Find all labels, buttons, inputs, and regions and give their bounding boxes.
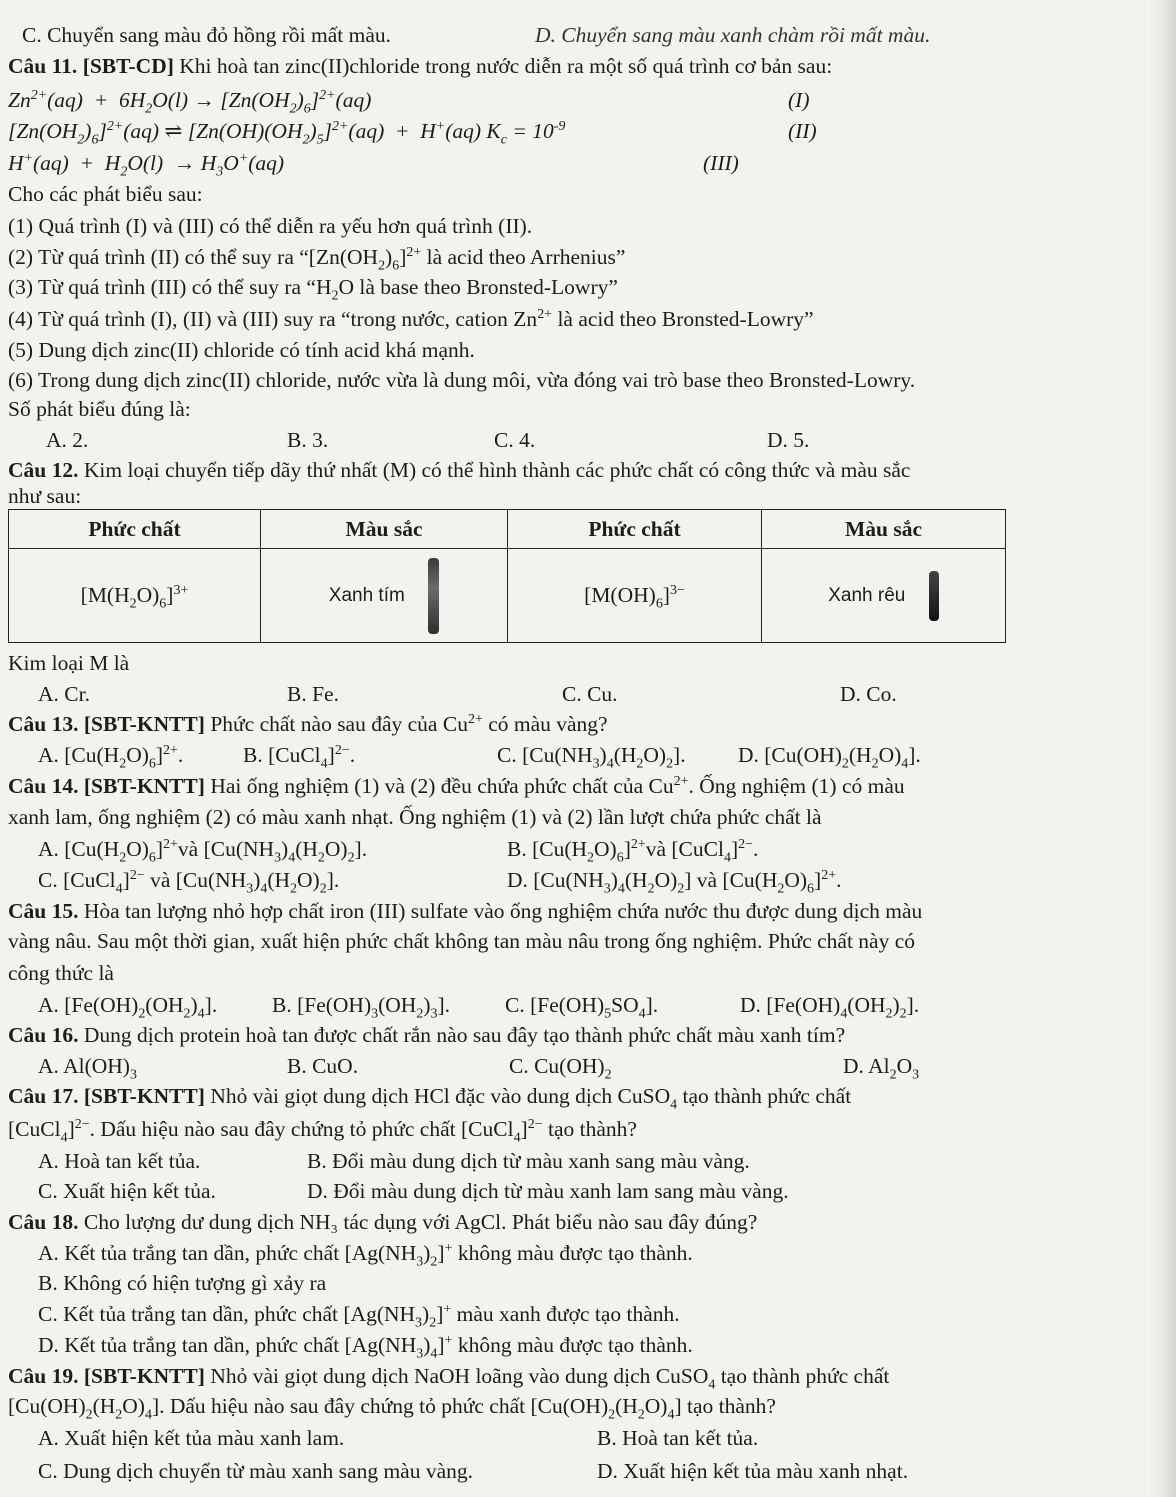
table-row [9, 549, 1006, 643]
q18-option-c[interactable]: C. Kết tủa trắng tan dần, phức chất $[Ag(NH_3)_2]^+$ màu xanh được tạo thành. [38, 1301, 680, 1331]
q11-ask: Số phát biểu đúng là: [8, 397, 191, 421]
q11-statement-6: (6) Trong dung dịch zinc(II) chloride, nước vừa là dung môi, vừa đóng vai trò base theo Bronsted-Lowry. [8, 368, 916, 392]
q11-option-b[interactable]: B. 3. [287, 428, 329, 452]
table-header-row [9, 510, 1006, 549]
q15-option-c[interactable]: C. $[Fe(OH)_5SO_4]$. [505, 993, 659, 1022]
q11-eq-1: $Zn^{2+}(aq) + 6H_2O(l) \to [Zn(OH_2)_6]^{2+}(aq)$ [8, 87, 372, 117]
q11-statement-3: (3) Từ quá trình (III) có thể suy ra “$H_2O$ là base theo Bronsted-Lowry” [8, 275, 618, 304]
q19-stem: Câu 19. [SBT-KNTT] Nhỏ vài giọt dung dịch NaOH loãng vào dung dịch CuSO$_4$ tạo thành phức chất [8, 1364, 890, 1393]
q17-option-a[interactable]: A. Hoà tan kết tủa. [38, 1149, 201, 1173]
q16-option-b[interactable]: B. CuO. [287, 1054, 359, 1078]
page-edge-shadow [1148, 0, 1176, 1497]
q19-option-c[interactable]: C. Dung dịch chuyển từ màu xanh sang màu vàng. [38, 1459, 473, 1483]
q12-stem: Câu 12. Kim loại chuyển tiếp dãy thứ nhất (M) có thể hình thành các phức chất có công thức và màu sắc [8, 458, 911, 482]
q16-stem: Câu 16. Dung dịch protein hoà tan được chất rắn nào sau đây tạo thành phức chất màu xanh tím? [8, 1023, 846, 1047]
color-2-cell [762, 549, 1006, 643]
test-tube-violet-icon [428, 558, 439, 634]
q17-option-c[interactable]: C. Xuất hiện kết tủa. [38, 1179, 216, 1203]
q11-statement-5: (5) Dung dịch zinc(II) chloride có tính acid khá mạnh. [8, 338, 475, 362]
prev-option-c: C. Chuyển sang màu đỏ hồng rồi mất màu. [22, 23, 392, 47]
q16-option-d[interactable]: D. $Al_2O_3$ [843, 1054, 920, 1083]
q11-eq-2: $[Zn(OH_2)_6]^{2+}(aq)$ ⇌ $[Zn(OH)(OH_2)_5]^{2+}(aq) + H^+(aq) K_c = 10^{-9}$ [8, 118, 566, 148]
q19-option-a[interactable]: A. Xuất hiện kết tủa màu xanh lam. [38, 1426, 345, 1450]
q11-eq-2-num: (II) [788, 119, 817, 143]
q13-option-a[interactable]: A. $[Cu(H_2O)_6]^{2+}$. [38, 742, 184, 772]
q11-option-a[interactable]: A. 2. [46, 428, 89, 452]
q15-stem: Câu 15. Hòa tan lượng nhỏ hợp chất iron (III) sulfate vào ống nghiệm chứa nước thu được dung dịch màu [8, 899, 923, 923]
q17-option-b[interactable]: B. Đổi màu dung dịch từ màu xanh sang màu vàng. [307, 1149, 750, 1173]
q11-statement-1: (1) Quá trình (I) và (III) có thể diễn ra yếu hơn quá trình (II). [8, 214, 533, 238]
q11-statement-4: (4) Từ quá trình (I), (II) và (III) suy ra “trong nước, cation $Zn^{2+}$ là acid theo Bronsted-Lowry” [8, 306, 814, 331]
q13-option-b[interactable]: B. [CuCl$_4$]$^{2-}$. [243, 742, 356, 772]
color-2-label: Xanh rêu [828, 584, 906, 606]
q17-stem: Câu 17. [SBT-KNTT] Nhỏ vài giọt dung dịch HCl đặc vào dung dịch CuSO$_4$ tạo thành phức chất [8, 1084, 852, 1113]
color-1-label: Xanh tím [328, 584, 405, 606]
q16-option-c[interactable]: C. $Cu(OH)_2$ [509, 1054, 612, 1083]
q11-intro: Cho các phát biểu sau: [8, 182, 203, 206]
q11-eq-3-num: (III) [703, 151, 739, 175]
q18-option-d[interactable]: D. Kết tủa trắng tan dần, phức chất $[Ag(NH_3)_4]^+$ không màu được tạo thành. [38, 1332, 693, 1362]
q15-stem-3: công thức là [8, 961, 114, 985]
test-tube-green-icon [929, 571, 939, 621]
q15-option-d[interactable]: D. $[Fe(OH)_4(OH_2)_2]$. [740, 993, 920, 1022]
q17-stem-2: [CuCl$_4$]$^{2-}$. Dấu hiệu nào sau đây chứng tỏ phức chất [CuCl$_4$]$^{2-}$ tạo thành? [8, 1116, 637, 1146]
q13-option-c[interactable]: C. $[Cu(NH_3)_4(H_2O)_2]$. [497, 743, 686, 772]
color-1-cell [261, 549, 508, 643]
q12-option-b[interactable]: B. Fe. [287, 682, 339, 706]
q14-stem-2: xanh lam, ống nghiệm (2) có màu xanh nhạt. Ống nghiệm (1) và (2) lần lượt chứa phức chất là [8, 805, 822, 829]
q16-option-a[interactable]: A. $Al(OH)_3$ [38, 1054, 137, 1083]
q19-option-b[interactable]: B. Hoà tan kết tủa. [597, 1426, 759, 1450]
q12-option-d[interactable]: D. Co. [840, 682, 897, 706]
q12-ask: Kim loại M là [8, 651, 130, 675]
q18-option-a[interactable]: A. Kết tủa trắng tan dần, phức chất $[Ag(NH_3)_2]^+$ không màu được tạo thành. [38, 1240, 693, 1270]
q11-stem: Câu 11. [SBT-CD] Khi hoà tan zinc(II)chloride trong nước diễn ra một số quá trình cơ bản sau: [8, 54, 833, 78]
header-color-2: Màu sắc [762, 510, 1006, 549]
q14-option-b[interactable]: B. $[Cu(H_2O)_6]^{2+}và$ [CuCl$_4$]$^{2-}$. [507, 836, 759, 866]
q15-stem-2: vàng nâu. Sau một thời gian, xuất hiện phức chất không tan màu nâu trong ống nghiệm. Phức chất này có [8, 929, 916, 953]
q17-option-d[interactable]: D. Đổi màu dung dịch từ màu xanh lam sang màu vàng. [307, 1179, 789, 1203]
header-complex-2: Phức chất [508, 510, 762, 549]
complex-color-table [8, 509, 1006, 643]
q11-eq-3: $H^+(aq) + H_2O(l) \to H_3O^+(aq)$ [8, 150, 285, 180]
q11-eq-1-num: (I) [788, 88, 810, 112]
complex-2-formula: $[M(OH)_6]^{3-}$ [508, 549, 762, 643]
q14-option-d[interactable]: D. $[Cu(NH_3)_4(H_2O)_2]$ và $[Cu(H_2O)_6]^{2+}$. [507, 867, 842, 897]
q11-statement-2: (2) Từ quá trình (II) có thể suy ra “$[Zn(OH_2)_6]^{2+}$ là acid theo Arrhenius” [8, 244, 626, 274]
header-color-1: Màu sắc [261, 510, 508, 549]
q12-option-c[interactable]: C. Cu. [562, 682, 618, 706]
q12-option-a[interactable]: A. Cr. [38, 682, 90, 706]
q14-option-a[interactable]: A. $[Cu(H_2O)_6]^{2+}và$ $[Cu(NH_3)_4(H_2O)_2]$. [38, 836, 368, 866]
q14-option-c[interactable]: C. [CuCl$_4$]$^{2-}$ và $[Cu(NH_3)_4(H_2O)_2]$. [38, 867, 340, 897]
q12-stem-2: như sau: [8, 484, 82, 508]
q19-option-d[interactable]: D. Xuất hiện kết tủa màu xanh nhạt. [597, 1459, 909, 1483]
q11-option-d[interactable]: D. 5. [767, 428, 810, 452]
q11-option-c[interactable]: C. 4. [494, 428, 536, 452]
q14-stem: Câu 14. [SBT-KNTT] Hai ống nghiệm (1) và (2) đều chứa phức chất của $Cu^{2+}$. Ống nghiệm (1) có màu [8, 773, 905, 798]
q13-stem: Câu 13. [SBT-KNTT] Phức chất nào sau đây của $Cu^{2+}$ có màu vàng? [8, 711, 608, 736]
q18-stem: Câu 18. Cho lượng dư dung dịch NH₃ tác dụng với AgCl. Phát biểu nào sau đây đúng? [8, 1210, 758, 1234]
header-complex-1: Phức chất [9, 510, 261, 549]
prev-option-d: D. Chuyển sang màu xanh chàm rồi mất màu. [535, 23, 931, 47]
complex-1-formula: $[M(H_2O)_6]^{3+}$ [9, 549, 261, 643]
q13-option-d[interactable]: D. $[Cu(OH)_2(H_2O)_4]$. [738, 743, 921, 772]
q18-option-b[interactable]: B. Không có hiện tượng gì xảy ra [38, 1271, 327, 1295]
q19-stem-2: $[Cu(OH)_2(H_2O)_4]$. Dấu hiệu nào sau đây chứng tỏ phức chất $[Cu(OH)_2(H_2O)_4]$ tạo thành? [8, 1394, 776, 1423]
q15-option-b[interactable]: B. $[Fe(OH)_3(OH_2)_3]$. [272, 993, 451, 1022]
q15-option-a[interactable]: A. $[Fe(OH)_2(OH_2)_4]$. [38, 993, 218, 1022]
